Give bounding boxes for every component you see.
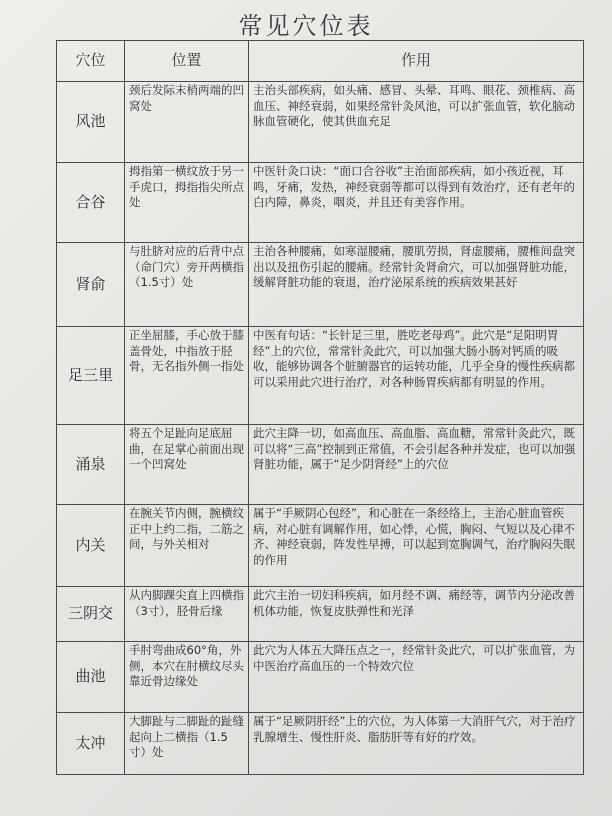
page-title: 常见穴位表: [238, 12, 374, 40]
acupoint-name: 合谷: [57, 163, 125, 243]
acupoint-function: 中医有句话：“长针足三里，胜吃老母鸡”。此穴是“足阳明胃经”上的穴位，常常针灸此穴，可以加强大肠小肠对钙质的吸收，能够协调各个脏腑器官的运转功能，几乎全身的慢性疾病都可以采用此穴进行治疗，对各种肠胃疾病都有明显的作用。: [249, 327, 584, 425]
acupoint-location: 与肚脐对应的后背中点（命门穴）旁开两横指（1.5寸）处: [125, 243, 249, 327]
acupoint-name: 足三里: [57, 327, 125, 425]
table-row: [57, 587, 584, 642]
acupoint-function: 此穴主降一切，如高血压、高血脂、高血糖，常常针灸此穴，既可以将“三高”控制到正常值，不会引起各种并发症，也可以加强肾脏功能，属于“足少阴肾经”上的穴位: [249, 425, 584, 505]
table-row: [57, 82, 584, 163]
acupoint-function: 属于“足厥阴肝经”上的穴位，为人体第一大消肝气穴，对于治疗乳腺增生、慢性肝炎、脂肪肝等有好的疗效。: [249, 713, 584, 775]
acupoint-location: 拇指第一横纹放于另一手虎口，拇指指尖所点处: [125, 163, 249, 243]
table-row: [57, 642, 584, 713]
table-header-row: [57, 41, 584, 82]
acupoint-function: 此穴主治一切妇科疾病，如月经不调、痛经等，调节内分泌改善机体功能，恢复皮肤弹性和光泽: [249, 587, 584, 642]
acupoint-name: 曲池: [57, 642, 125, 713]
acupoint-function: 主治头部疾病，如头痛、感冒、头晕、耳鸣、眼花、颈椎病、高血压、神经衰弱，如果经常针灸风池，可以扩张血管，软化脑动脉血管硬化，使其供血充足: [249, 82, 584, 163]
acupoint-name: 风池: [57, 82, 125, 163]
acupoint-location: 手肘弯曲成60°角，外侧，本穴在肘横纹尽头靠近骨边缘处: [125, 642, 249, 713]
acupoint-name: 内关: [57, 505, 125, 587]
table-row: [57, 425, 584, 505]
acupoint-location: 从内脚踝尖直上四横指（3寸），胫骨后缘: [125, 587, 249, 642]
header-location: 位置: [125, 41, 249, 82]
acupoint-location: 在腕关节内侧，腕横纹正中上约二指，二筋之间，与外关相对: [125, 505, 249, 587]
acupoint-location: 将五个足趾向足底屈曲，在足掌心前面出现一个凹窝处: [125, 425, 249, 505]
table-row: [57, 713, 584, 775]
acupoint-location: 正坐屈膝，手心放于膝盖骨处，中指放于胫骨，无名指外侧一指处: [125, 327, 249, 425]
header-function: 作用: [249, 41, 584, 82]
table-row: [57, 327, 584, 425]
acupoint-table: [56, 40, 584, 775]
table-row: [57, 243, 584, 327]
acupoint-function: 主治各种腰痛，如寒湿腰痛，腰肌劳损，肾虚腰痛，腰椎间盘突出以及扭伤引起的腰痛。经常针灸肾俞穴，可以加强肾脏功能，缓解肾脏功能的衰退，治疗泌尿系统的疾病效果甚好: [249, 243, 584, 327]
acupoint-location: 大脚趾与二脚趾的趾缝起向上二横指（1.5寸）处: [125, 713, 249, 775]
acupoint-function: 此穴为人体五大降压点之一，经常针灸此穴，可以扩张血管，为中医治疗高血压的一个特效穴位: [249, 642, 584, 713]
acupoint-name: 涌泉: [57, 425, 125, 505]
acupoint-name: 太冲: [57, 713, 125, 775]
table-row: [57, 505, 584, 587]
acupoint-location: 颈后发际末梢两端的凹窝处: [125, 82, 249, 163]
header-name: 穴位: [57, 41, 125, 82]
acupoint-function: 中医针灸口诀：“面口合谷收”主治面部疾病，如小孩近视，耳鸣，牙痛，发热，神经衰弱等都可以得到有效治疗，还有老年的白内障，鼻炎，咽炎，并且还有美容作用。: [249, 163, 584, 243]
acupoint-name: 肾俞: [57, 243, 125, 327]
acupoint-function: 属于“手厥阴心包经”，和心脏在一条经络上，主治心脏血管疾病，对心脏有调解作用，如心悸，心慌，胸闷、气短以及心律不齐、神经衰弱，阵发性早搏，可以起到宽胸调气，治疗胸闷失眠的作用: [249, 505, 584, 587]
acupoint-name: 三阴交: [57, 587, 125, 642]
table-row: [57, 163, 584, 243]
